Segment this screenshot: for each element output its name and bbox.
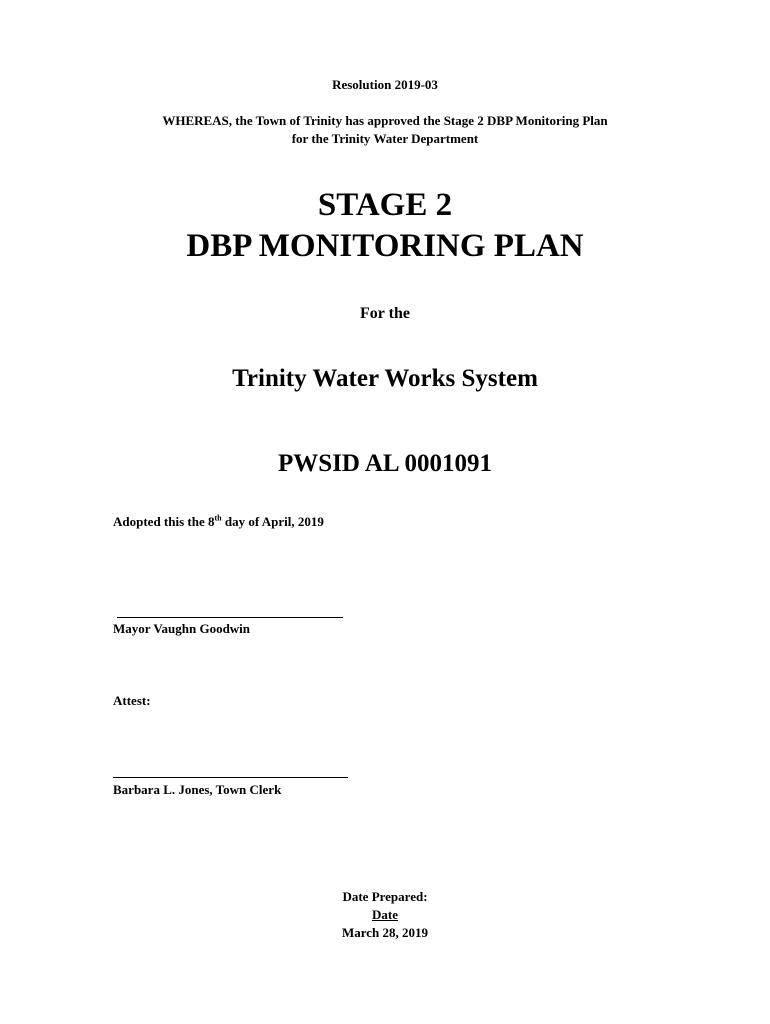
clerk-signature-name: Barbara L. Jones, Town Clerk [113,782,282,797]
title-line-1: STAGE 2 [317,187,453,223]
attest-label: Attest: [113,693,151,708]
system-name: Trinity Water Works System [232,365,538,392]
adopted-prefix: Adopted this the 8 [113,514,215,529]
for-the-label: For the [360,305,410,322]
whereas-line-1: WHEREAS, the Town of Trinity has approved the Stage 2 DBP Monitoring Plan [162,113,608,128]
date-prepared-label: Date Prepared: [342,889,428,904]
adopted-suffix: day of April, 2019 [221,514,324,529]
date-prepared-value: March 28, 2019 [341,925,429,940]
adopted-superscript: th [214,513,222,523]
resolution-number: Resolution 2019-03 [332,77,438,92]
whereas-line-2: for the Trinity Water Department [291,131,479,146]
clerk-signature-line [113,777,348,778]
mayor-signature-name: Mayor Vaughn Goodwin [113,621,251,636]
pwsid: PWSID AL 0001091 [278,450,492,477]
date-heading: Date [372,907,398,922]
title-line-2: DBP MONITORING PLAN [186,228,584,264]
mayor-signature-line [117,617,343,618]
adopted-date [113,513,324,531]
